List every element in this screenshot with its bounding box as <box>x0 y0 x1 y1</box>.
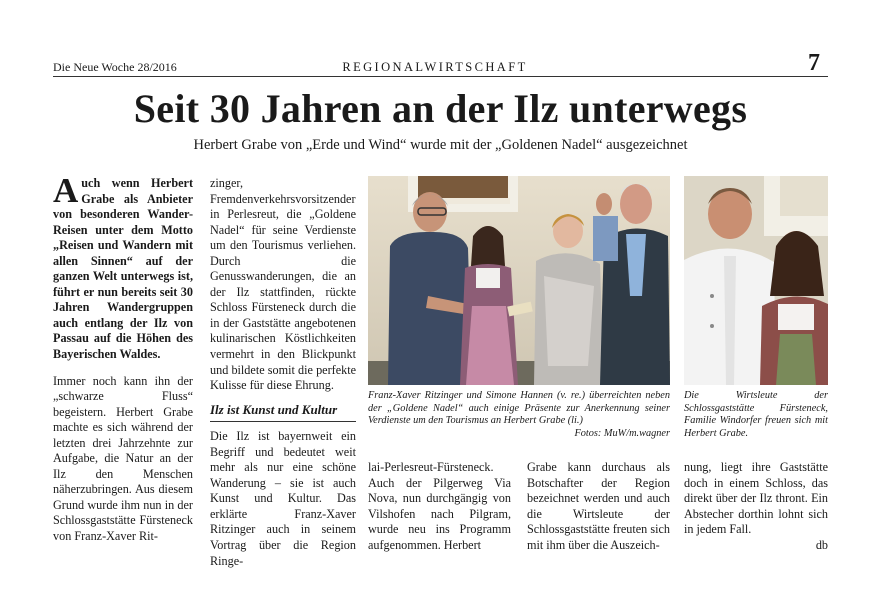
caption-text: Franz-Xaver Ritzinger und Simone Hannen (v. re.) überreichten neben der „Goldene Nadel“ auch einige Präsente zur Anerkennung seiner Verdienste um den Tourismus an Herbert Grabe (li.) <box>368 390 670 426</box>
article-column-3: lai-Perlesreut-Fürsteneck. Auch der Pilgerweg Via Nova, nun durchgängig von Vilshofen nach Pilgram, wurde neu ins Programm aufgenommen. Herbert <box>368 460 511 552</box>
article-column-1 <box>53 171 193 545</box>
article-subtitle: Herbert Grabe von „Erde und Wind“ wurde mit der „Goldenen Nadel“ ausgezeichnet <box>193 137 688 153</box>
article-column-2 <box>210 176 356 569</box>
article-title: Seit 30 Jahren an der Ilz unterwegs <box>133 86 748 131</box>
award-photo <box>368 176 670 385</box>
photo-credit: Fotos: MuW/m.wagner <box>574 427 670 439</box>
header-rule <box>53 76 828 77</box>
article-column-4: Grabe kann durchaus als Botschafter der Region bezeichnet werden und auch die Wirtsleute der Schlossgaststätte freuten sich mit ihm über die Auszeich- <box>527 460 670 552</box>
lead-paragraph <box>53 171 193 363</box>
section-label: REGIONALWIRTSCHAFT <box>342 60 528 74</box>
body-paragraph: Die Ilz ist bayernweit ein Begriff und bedeutet weit mehr als nur eine schöne Wanderung – sie ist auch Kunst und Kultur. Das erklärte Franz-Xaver Ritzinger auch in seinem Vortrag über die Region Ringe- <box>210 429 356 568</box>
author-initials: db <box>815 537 828 552</box>
drop-cap: A <box>53 171 79 210</box>
lead-text: uch wenn Herbert Grabe als Anbieter von besonderen Wander-Reisen unter dem Motto „Reisen und Wandern mit allen Sinnen“ auf der ganzen Welt unterwegs ist, führt er nun bereits seit 30 Jahren Wandergruppen auch entlang der Ilz von Passau auf die Höhen des Bayerischen Waldes. <box>53 176 193 362</box>
publication-issue: Die Neue Woche 28/2016 <box>53 60 177 74</box>
page-number: 7 <box>808 50 820 76</box>
body-paragraph: Immer noch kann ihn der „schwarze Fluss“ begeistern. Herbert Grabe machte es sich während der letzten drei Jahrzehnte zur Aufgabe, die Natur an der Ilz den Menschen näherzubringen. Aus diesem Grund wurde ihm nun in der Schlossgaststätte Fürsteneck von Franz-Xaver Rit- <box>53 373 193 544</box>
article-column-5 <box>684 460 828 553</box>
subheading-text: Ilz ist Kunst und Kultur <box>210 401 338 417</box>
body-paragraph: nung, liegt ihre Gaststätte doch in einem Schloss, das direkt über der Ilz thront. Ein Abstecher dorthin lohnt sich in jedem Fall. <box>684 460 828 537</box>
hosts-photo <box>684 176 828 385</box>
award-photo-caption <box>368 390 670 440</box>
body-paragraph: zinger, Fremdenverkehrsvorsitzender in Perlesreut, die „Goldene Nadel“ für seine Verdienste um den Tourismus verliehen. Durch die Genusswanderungen, die an der Ilz stattfinden, rückte Schloss Fürsteneck durch die in der Gaststätte angebotenen kulinarischen Köstlichkeiten vermehrt in den Blickpunkt und bildete somit die perfekte Kulisse für diese Ehrung. <box>210 176 356 393</box>
hosts-photo-caption: Die Wirtsleute der Schlossgaststätte Fürsteneck, Familie Windorfer freuen sich mit Herbert Grabe. <box>684 390 828 439</box>
hosts-photo-image <box>684 176 828 385</box>
subheading <box>210 402 356 423</box>
award-photo-image <box>368 176 670 385</box>
